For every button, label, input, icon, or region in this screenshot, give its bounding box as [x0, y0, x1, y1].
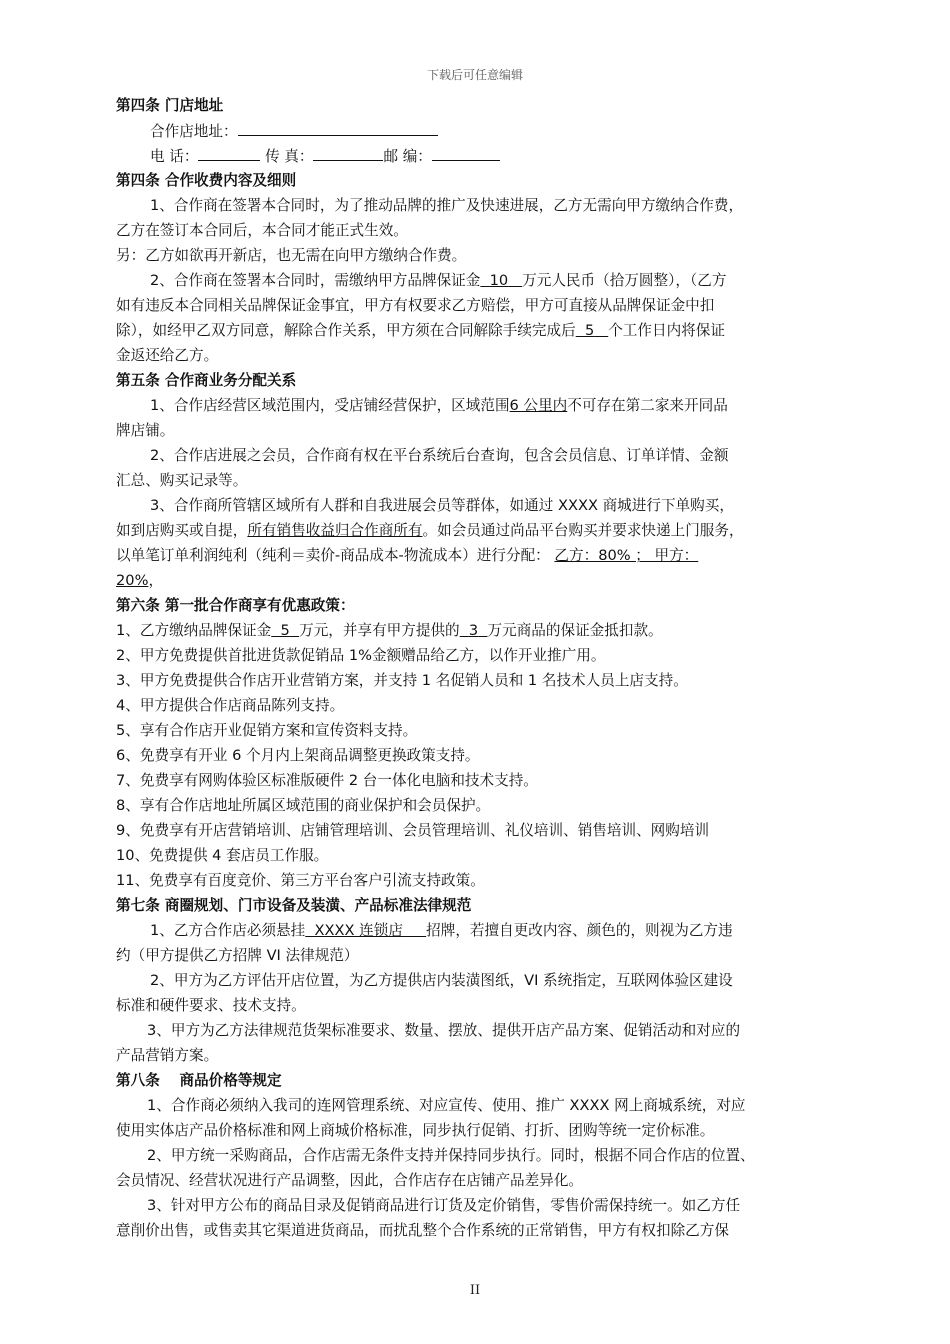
policy-item-7: 7、免费享有网购体验区标准版硬件 2 台一体化电脑和技术支持。: [116, 772, 538, 789]
policy-item-8: 8、享有合作店地址所属区域范围的商业保护和会员保护。: [116, 797, 491, 814]
sales-revenue-clause: 所有销售收益归合作商所有: [247, 522, 423, 539]
fax-label: 传 真：: [265, 148, 314, 165]
store-sign-name: [305, 922, 426, 939]
fees-p1-line1: 1、合作商在签署本合同时，为了推动品牌的推广及快速进展，乙方无需向甲方缴纳合作费，: [150, 197, 744, 214]
zip-label: 邮 编：: [383, 148, 432, 165]
fees-p1-line2: 乙方在签订本合同后，本合同才能正式生效。: [116, 222, 408, 239]
business-p2-line1: 2、合作店进展之会员，合作商有权在平台系统后台查询，包含会员信息、订单详情、金额: [150, 447, 729, 464]
standards-p3-line1: 3、甲方为乙方法律规范货架标准要求、数量、摆放、提供开店产品方案、促销活动和对应的: [147, 1022, 741, 1039]
text: 招牌，若擅自更改内容、颜色的，则视为乙方违: [426, 922, 733, 939]
store-sign-value: XXXX 连锁店: [314, 922, 403, 939]
standards-p2-line2: 标准和硬件要求、技术支持。: [116, 997, 306, 1014]
text: 不可存在第二家来开同品: [567, 397, 728, 414]
text: 除），如经甲乙双方同意，解除合作关系，甲方须在合同解除手续完成后: [116, 322, 576, 339]
business-p3-line2: [116, 518, 840, 543]
section-title-store-address: 第四条 门店地址: [116, 97, 224, 114]
fees-p3-line3: [116, 318, 840, 343]
section-title-pricing: 第八条 商品价格等规定: [116, 1072, 282, 1089]
fax-blank: [313, 143, 383, 161]
contract-body: [116, 93, 840, 1243]
address-blank: [238, 118, 438, 136]
pricing-p2-line2: 会员情况、经营状况进行产品调整，因此，合作店存在店铺产品差异化。: [116, 1172, 584, 1189]
page-number: II: [469, 1283, 481, 1298]
page-header: 下载后可任意编辑: [426, 68, 523, 82]
policy-item-1: [116, 618, 840, 643]
zip-blank: [432, 143, 500, 161]
refund-days: [576, 322, 609, 339]
pricing-p3-line1: 3、针对甲方公布的商品目录及促销商品进行订货及定价销售，零售价需保持统一。如乙方任: [147, 1197, 741, 1214]
pricing-p2-line1: 2、甲方统一采购商品，合作店需无条件支持并保持同步执行。同时，根据不同合作店的位置、: [147, 1147, 755, 1164]
standards-p2-line1: 2、甲方为乙方评估开店位置，为乙方提供店内装潢图纸，VI 系统指定，互联网体验区建设: [150, 972, 733, 989]
deposit-amount: [271, 622, 299, 639]
deposit-value: 10: [489, 272, 509, 289]
credit-value: 3: [468, 622, 479, 639]
text: 万元商品的保证金抵扣款。: [487, 622, 663, 639]
policy-item-9: 9、免费享有开店营销培训、店铺管理培训、会员管理培训、礼仪培训、销售培训、网购培训: [116, 822, 710, 839]
refund-days-value: 5: [584, 322, 595, 339]
fees-p3-line2: 如有违反本合同相关品牌保证金事宜，甲方有权要求乙方赔偿，甲方可直接从品牌保证金中扣: [116, 297, 715, 314]
business-p3-line1: 3、合作商所管辖区域所有人群和自我进展会员等群体，如通过 XXXX 商城进行下单购买，: [150, 497, 734, 514]
section-title-standards: 第七条 商圈规划、门市设备及装潢、产品标准法律规范: [116, 897, 472, 914]
pricing-p1-line1: 1、合作商必须纳入我司的连网管理系统、对应宣传、使用、推广 XXXX 网上商城系统，对应: [147, 1097, 746, 1114]
phone-blank: [198, 143, 260, 161]
section-title-policy: 第六条 第一批合作商享有优惠政策：: [116, 597, 355, 614]
business-p3-line3: [116, 543, 840, 568]
profit-split-cont: 20%: [116, 572, 149, 589]
policy-item-2: 2、甲方免费提供首批进货款促销品 1%金额赠品给乙方，以作开业推广用。: [116, 647, 606, 664]
fees-p3-line4: 金返还给乙方。: [116, 347, 219, 364]
text: 1、乙方缴纳品牌保证金: [116, 622, 272, 639]
policy-item-4: 4、甲方提供合作店商品陈列支持。: [116, 697, 345, 714]
business-p1-line1: [116, 393, 840, 418]
business-p3-line4: [116, 568, 840, 593]
text: 1、合作店经营区域范围内，受店铺经营保护，区域范围: [150, 397, 510, 414]
contact-line: [116, 143, 840, 168]
business-p1-line2: 牌店铺。: [116, 422, 175, 439]
profit-split: 乙方：80% ； 甲方：: [554, 547, 699, 564]
section-title-business: 第五条 合作商业务分配关系: [116, 372, 297, 389]
fees-p3-line1: [116, 268, 840, 293]
deposit-amount: [480, 272, 522, 289]
standards-p1-line1: [116, 918, 840, 943]
pricing-p1-line2: 使用实体店产品价格标准和网上商城价格标准，同步执行促销、打折、团购等统一定价标准。: [116, 1122, 715, 1139]
text: 如到店购买或自提，: [116, 522, 248, 539]
policy-item-6: 6、免费享有开业 6 个月内上架商品调整更换政策支持。: [116, 747, 480, 764]
section-title-fees: 第四条 合作收费内容及细则: [116, 172, 297, 189]
text: 万元，并享有甲方提供的: [299, 622, 460, 639]
text: 1、乙方合作店必须悬挂: [150, 922, 306, 939]
text: 个工作日内将保证: [608, 322, 725, 339]
phone-label: 电 话：: [150, 148, 199, 165]
address-line: [116, 118, 840, 143]
text: 2、合作商在签署本合同时，需缴纳甲方品牌保证金: [150, 272, 481, 289]
standards-p1-line2: 约（甲方提供乙方招牌 VI 法律规范）: [116, 947, 359, 964]
pricing-p3-line2: 意削价出售，或售卖其它渠道进货商品，而扰乱整个合作系统的正常销售，甲方有权扣除乙方保: [116, 1222, 729, 1239]
credit-amount: [460, 622, 488, 639]
policy-item-3: 3、甲方免费提供合作店开业营销方案，并支持 1 名促销人员和 1 名技术人员上店支持。: [116, 672, 688, 689]
text: 以单笔订单利润纯利（纯利＝卖价-商品成本-物流成本）进行分配：: [116, 547, 550, 564]
deposit-value: 5: [280, 622, 290, 639]
business-p2-line2: 汇总、购买记录等。: [116, 472, 248, 489]
policy-item-5: 5、享有合作店开业促销方案和宣传资料支持。: [116, 722, 418, 739]
fees-p2: 另：乙方如欲再开新店，也无需在向甲方缴纳合作费。: [116, 247, 467, 264]
policy-item-10: 10、免费提供 4 套店员工作服。: [116, 847, 329, 864]
text: 。如会员通过尚品平台购买并要求快递上门服务，: [422, 522, 744, 539]
address-label: 合作店地址：: [150, 123, 238, 140]
standards-p3-line2: 产品营销方案。: [116, 1047, 219, 1064]
region-range: 6 公里内: [509, 397, 568, 414]
text: 万元人民币（拾万圆整），（乙方: [522, 272, 727, 289]
text: ，: [148, 572, 164, 589]
policy-item-11: 11、免费享有百度竞价、第三方平台客户引流支持政策。: [116, 872, 485, 889]
